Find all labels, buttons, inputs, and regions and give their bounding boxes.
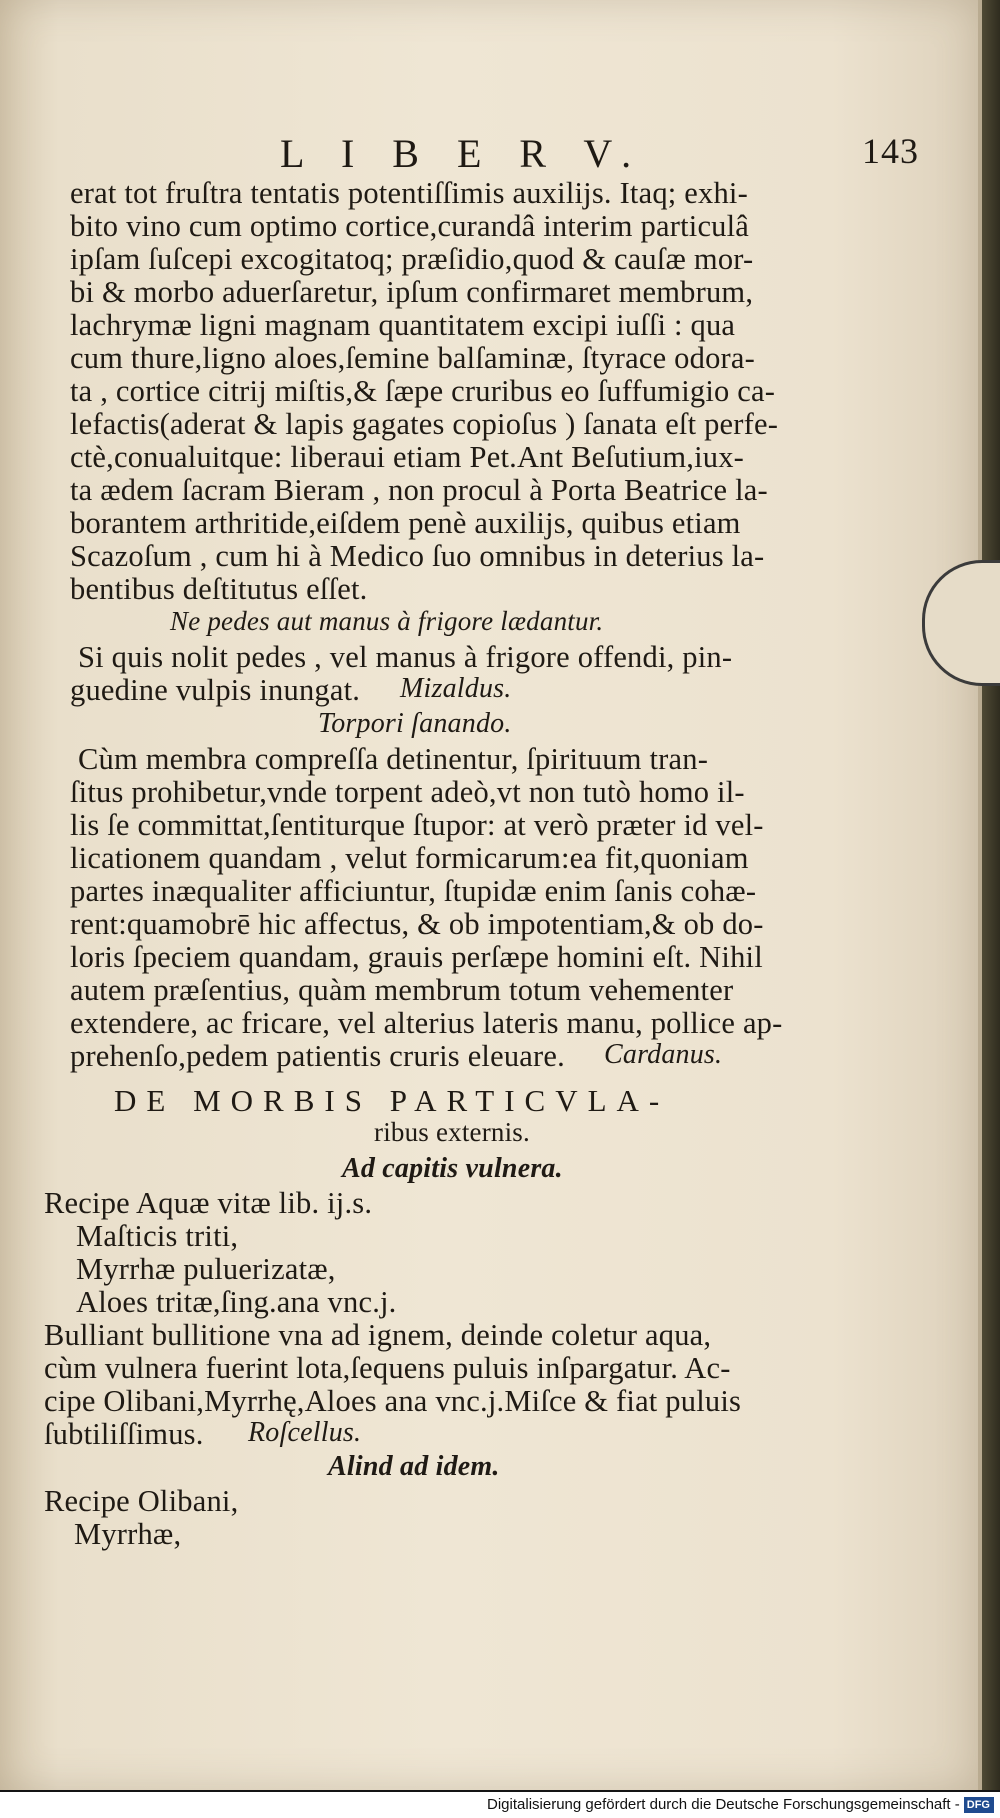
footer-credit <box>0 1792 1000 1818</box>
author-mizaldus: Mizaldus. <box>400 673 512 704</box>
text-line: Cùm membra compreſſa detinentur, ſpirituum tran- <box>78 742 709 776</box>
recipe-line: Myrrhæ puluerizatæ, <box>76 1252 336 1286</box>
recipe-line: Recipe Aquæ vitæ lib. ij.s. <box>44 1186 373 1220</box>
text-line: lefactis(aderat & lapis gagates copioſus ) ſanata eſt perfe- <box>70 407 779 441</box>
text-line: licationem quandam , velut formicarum:ea fit,quoniam <box>70 841 749 875</box>
heading-torpor: Torpori ſanando. <box>318 708 512 739</box>
text-line: Si quis nolit pedes , vel manus à frigore offendi, pin- <box>78 640 733 674</box>
text-line: bentibus deſtitutus eſſet. <box>70 572 368 606</box>
heading-frost: Ne pedes aut manus à frigore lædantur. <box>170 606 604 636</box>
book-edge <box>982 0 1000 1790</box>
text-line: lachrymæ ligni magnam quantitatem excipi iuſſi : qua <box>70 308 736 342</box>
page-number: 143 <box>862 131 919 171</box>
recipe-line: Aloes tritæ,ſing.ana vnc.j. <box>76 1285 397 1319</box>
heading-alind: Alind ad idem. <box>328 1451 500 1482</box>
text-line: rent:quamobrē hic affectus, & ob impotentiam,& ob do- <box>70 907 764 941</box>
text-line: autem præſentius, quàm membrum totum vehementer <box>70 973 734 1007</box>
text-line: prehenſo,pedem patientis cruris eleuare. <box>70 1039 565 1073</box>
text-line: cipe Olibani,Myrrhę,Aloes ana vnc.j.Miſce & fiat puluis <box>44 1384 742 1418</box>
text-line: cùm vulnera fuerint lota,ſequens puluis inſpargatur. Ac- <box>44 1351 731 1385</box>
author-roscellus: Roſcellus. <box>248 1417 362 1448</box>
text-line: ta , cortice citrij miſtis,& ſæpe cruribus eo ſuffumigio ca- <box>70 374 776 408</box>
text-line: guedine vulpis inungat. <box>70 673 361 707</box>
text-line: bito vino cum optimo cortice,curandâ interim particulâ <box>70 209 750 243</box>
footer-text: Digitalisierung gefördert durch die Deutsche Forschungsgemeinschaft - <box>487 1796 960 1813</box>
text-line: erat tot fruſtra tentatis potentiſſimis auxilijs. Itaq; exhi- <box>70 176 748 210</box>
text-line: cum thure,ligno aloes,ſemine balſaminæ, ſtyrace odora- <box>70 341 755 375</box>
text-line: ta ædem ſacram Bieram , non procul à Porta Beatrice la- <box>70 473 768 507</box>
text-line: bi & morbo aduerſaretur, ipſum confirmaret membrum, <box>70 275 754 309</box>
recipe-line: Maſticis triti, <box>76 1219 239 1253</box>
author-cardanus: Cardanus. <box>604 1039 723 1070</box>
text-line: extendere, ac fricare, vel alterius lateris manu, pollice ap- <box>70 1006 783 1040</box>
recipe-line: Recipe Olibani, <box>44 1484 239 1518</box>
text-line: Scazoſum , cum hi à Medico ſuo omnibus in deterius la- <box>70 539 765 573</box>
dfg-logo: DFG <box>964 1797 994 1813</box>
text-line: ctè,conualuitque: liberaui etiam Pet.Ant Beſutium,iux- <box>70 440 745 474</box>
text-line: ſubtiliſſimus. <box>44 1417 204 1451</box>
text-line: lis ſe committat,ſentiturque ſtupor: at verò præter id vel- <box>70 808 764 842</box>
text-line: ſitus prohibetur,vnde torpent adeò,vt non tutò homo il- <box>70 775 745 809</box>
text-line: partes inæqualiter afficiuntur, ſtupidæ enim ſanis cohæ- <box>70 874 757 908</box>
text-line: borantem arthritide,eiſdem penè auxilijs, quibus etiam <box>70 506 741 540</box>
section-title: DE MORBIS PARTICVLA- <box>114 1083 670 1118</box>
text-line: loris ſpeciem quandam, grauis perſæpe homini eſt. Nihil <box>70 940 763 974</box>
heading-head-wounds: Ad capitis vulnera. <box>342 1153 563 1184</box>
running-title: L I B E R V. <box>280 131 646 176</box>
section-subtitle: ribus externis. <box>374 1117 530 1147</box>
recipe-line: Myrrhæ, <box>74 1517 182 1551</box>
text-line: ipſam ſuſcepi excogitatoq; præſidio,quod & cauſæ mor- <box>70 242 754 276</box>
text-line: Bulliant bullitione vna ad ignem, deinde coletur aqua, <box>44 1318 712 1352</box>
